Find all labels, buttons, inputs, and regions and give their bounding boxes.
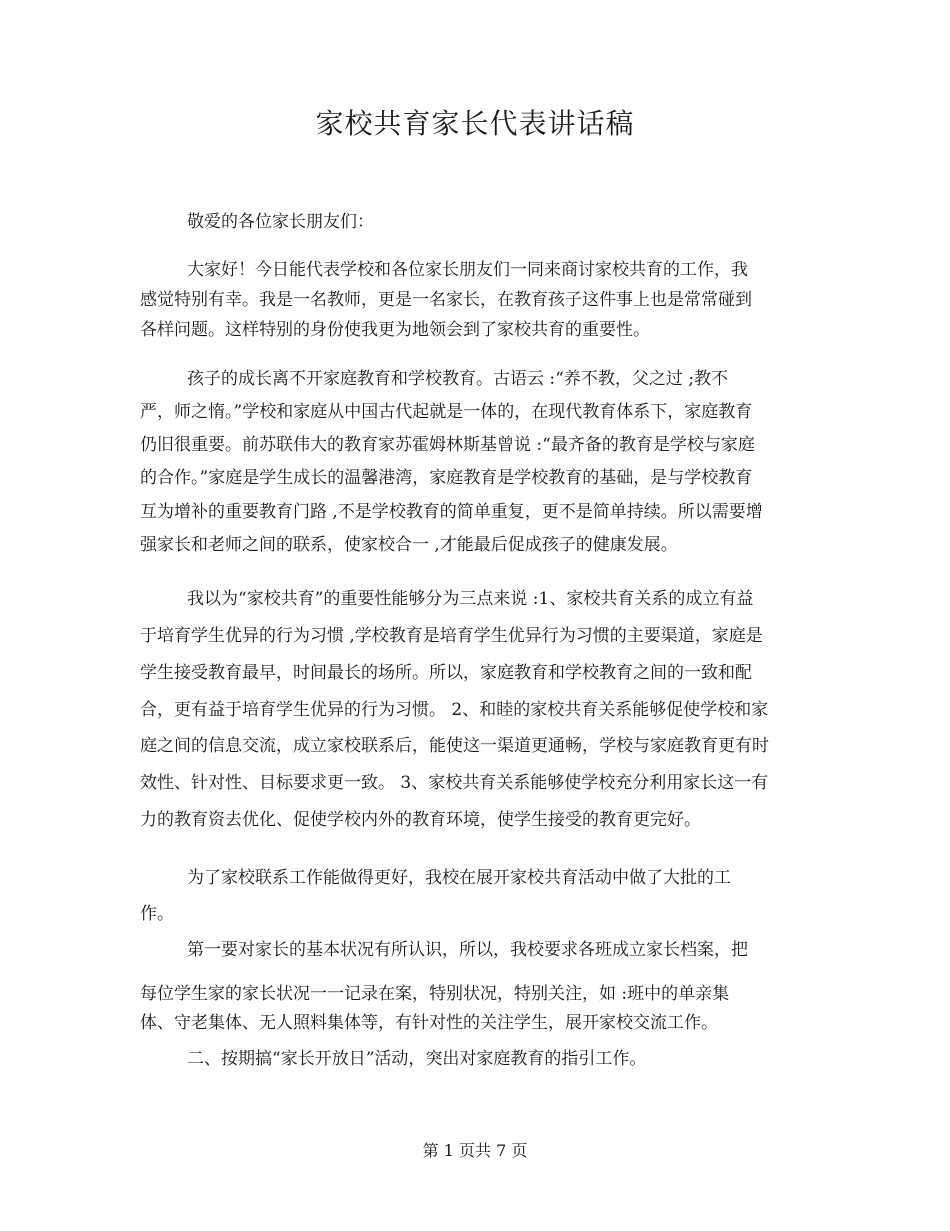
paragraph-line: 合，更有益于培育学生优异的行为习惯。 2、和睦的家校共育关系能够促使学校和家 <box>140 700 769 720</box>
document-title: 家校共育家长代表讲话稿 <box>315 107 635 140</box>
paragraph-line: 为了家校联系工作能做得更好，我校在展开家校共育活动中做了大批的工 <box>187 868 731 888</box>
paragraph-line: 于培育学生优异的行为习惯 ,学校教育是培育学生优异行为习惯的主要渠道，家庭是 <box>140 626 763 646</box>
paragraph-line: 效性、针对性、目标要求更一致。 3、家校共育关系能够使学校充分利用家长这一有 <box>140 773 769 793</box>
paragraph-line: 仍旧很重要。前苏联伟大的教育家苏霍姆林斯基曾说 :“最齐备的教育是学校与家庭 <box>140 435 755 455</box>
paragraph-line: 我以为“家校共育”的重要性能够分为三点来说 :1、家校共育关系的成立有益 <box>187 589 754 609</box>
paragraph-line: 作。 <box>140 904 174 924</box>
paragraph-line: 学生接受教育最早，时间最长的场所。所以，家庭教育和学校教育之间的一致和配 <box>140 663 752 683</box>
paragraph-line: 大家好！今日能代表学校和各位家长朋友们一同来商讨家校共育的工作，我 <box>187 260 748 280</box>
salutation: 敬爱的各位家长朋友们： <box>187 212 374 232</box>
paragraph-line: 的合作。”家庭是学生成长的温馨港湾，家庭教育是学校教育的基础，是与学校教育 <box>140 468 753 488</box>
paragraph-line: 感觉特别有幸。我是一名教师，更是一名家长，在教育孩子这件事上也是常常碰到 <box>140 290 752 310</box>
paragraph-line: 体、守老集体、无人照料集体等，有针对性的关注学生，展开家校交流工作。 <box>140 1013 718 1033</box>
paragraph-line: 第一要对家长的基本状况有所认识，所以，我校要求各班成立家长档案，把 <box>187 940 748 960</box>
paragraph-line: 二、按期搞“家长开放日”活动，突出对家庭教育的指引工作。 <box>187 1049 647 1069</box>
page-footer: 第 1 页共 7 页 <box>422 1141 528 1160</box>
paragraph-line: 每位学生家的家长状况一一记录在案，特别状况，特别关注，如 :班中的单亲集 <box>140 984 730 1004</box>
paragraph-line: 互为增补的重要教育门路 ,不是学校教育的简单重复，更不是简单持续。所以需要增 <box>140 502 763 522</box>
paragraph-line: 力的教育资去优化、促使学校内外的教育环境，使学生接受的教育更完好。 <box>140 810 701 830</box>
paragraph-line: 强家长和老师之间的联系，使家校合一 ,才能最后促成孩子的健康发展。 <box>140 535 678 555</box>
paragraph-line: 严，师之惰。”学校和家庭从中国古代起就是一体的，在现代教育体系下，家庭教育 <box>140 402 753 422</box>
paragraph-line: 庭之间的信息交流，成立家校联系后，能使这一渠道更通畅，学校与家庭教育更有时 <box>140 736 769 756</box>
paragraph-line: 各样问题。这样特别的身份使我更为地领会到了家校共育的重要性。 <box>140 320 650 340</box>
paragraph-line: 孩子的成长离不开家庭教育和学校教育。古语云 :“养不教，父之过 ;教不 <box>187 369 728 389</box>
